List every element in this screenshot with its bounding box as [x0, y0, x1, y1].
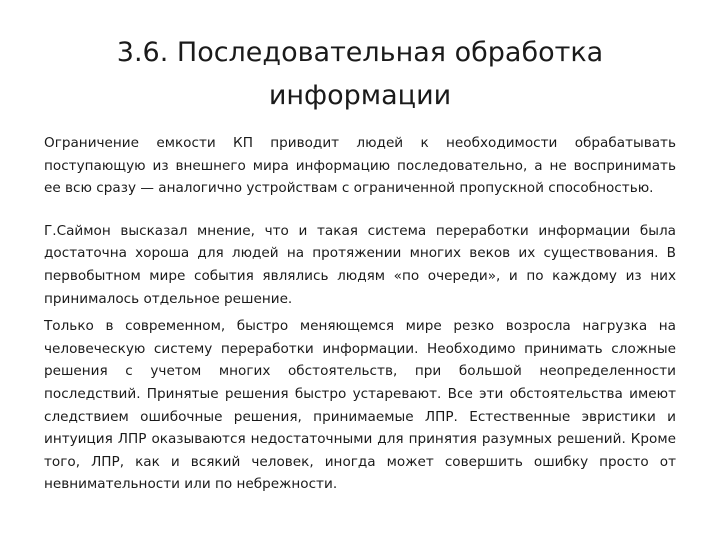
slide-body: [44, 132, 676, 496]
slide-title: 3.6. Последовательная обработка информации: [116, 37, 604, 111]
paragraph-modern-world: Только в современном, быстро меняющемся мире резко возросла нагрузка на человеческую систему переработки информации. Необходимо принимать сложные решения с учетом многих обстоятельств, при большой неопределенности последствий. Принятые решения быстро устаревают. Все эти обстоятельства имеют следствием ошибочные решения, принимаемые ЛПР. Естественные эвристики и интуиция ЛПР оказываются недостаточными для принятия разумных решений. Кроме того, ЛПР, как и всякий человек, иногда может совершить ошибку просто от невнимательности или по небрежности.: [44, 318, 676, 493]
paragraph-simon: Г.Саймон высказал мнение, что и такая система переработки информации была достаточна хороша для людей на протяжении многих веков их существования. В первобытном мире события являлись людям «по очереди», и по каждому из них принималось отдельное решение.: [44, 222, 676, 307]
paragraph-capacity: Ограничение емкости КП приводит людей к необходимости обрабатывать поступающую из внешнего мира информацию последовательно, а не воспринимать ее всю сразу — аналогично устройствам с ограниченной пропускной способностью.: [44, 135, 676, 197]
